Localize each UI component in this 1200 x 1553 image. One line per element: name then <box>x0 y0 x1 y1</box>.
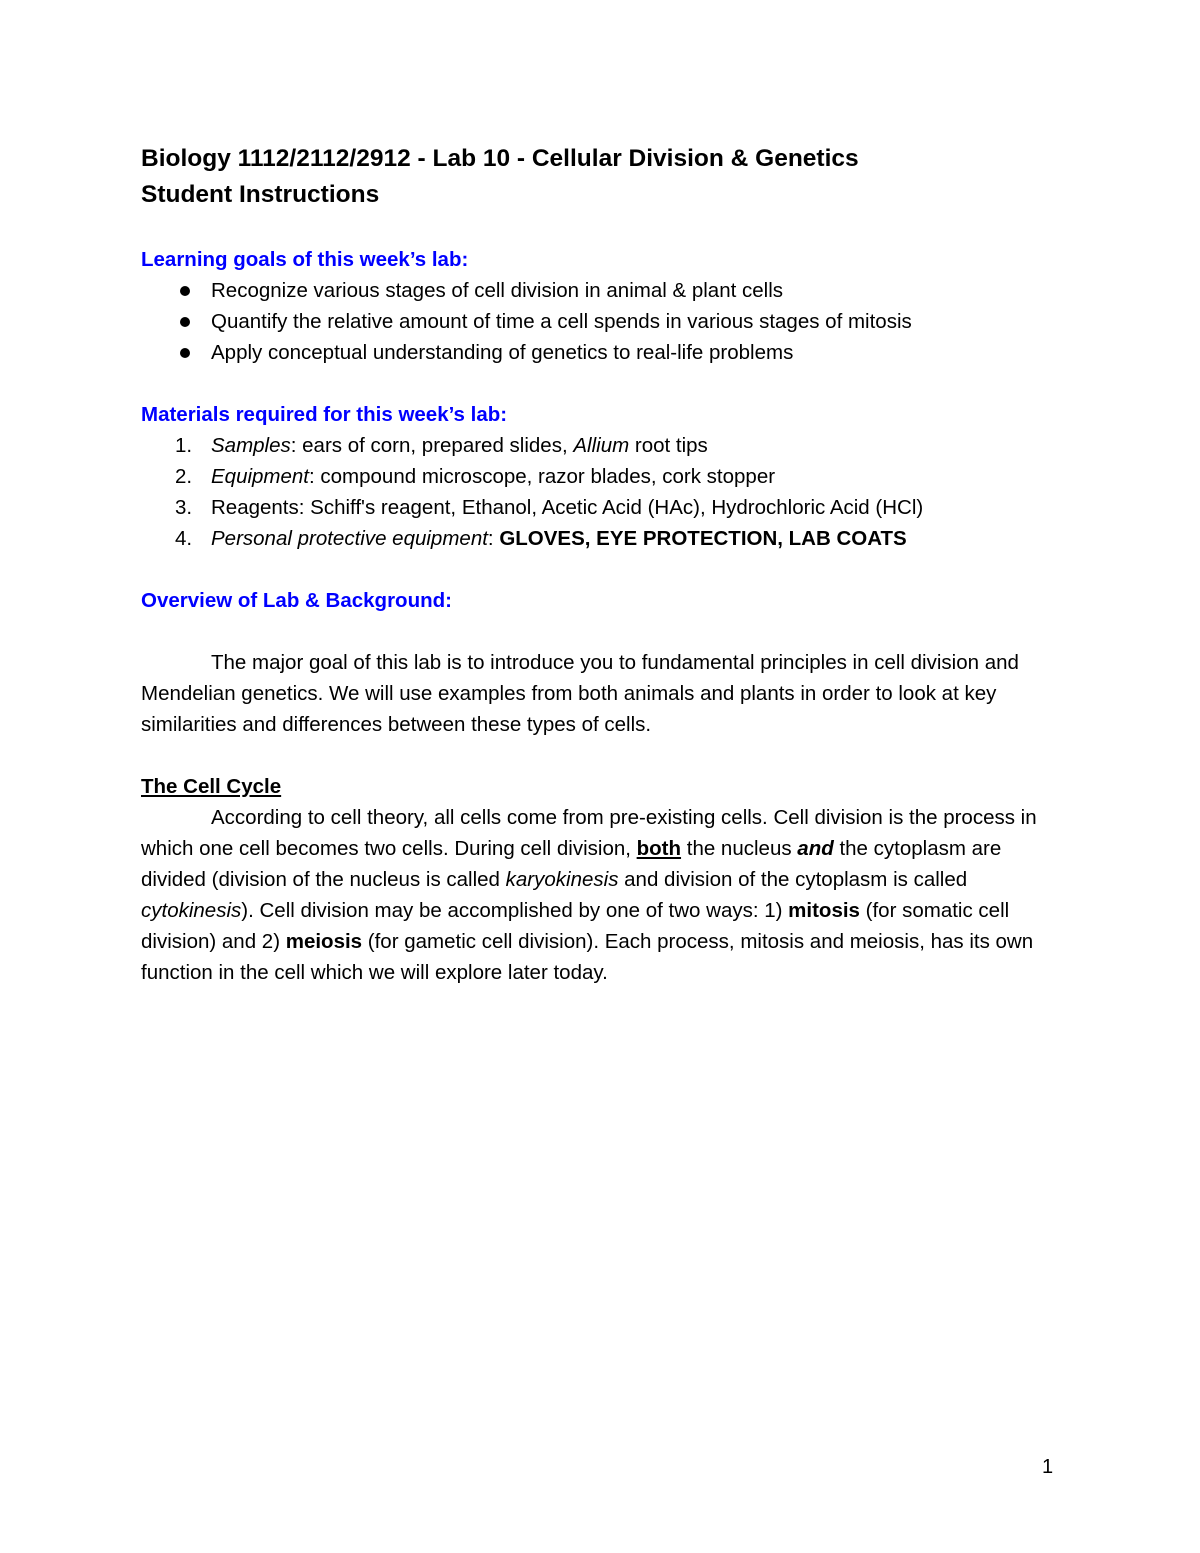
bullet-icon <box>180 286 190 296</box>
materials-heading: Materials required for this week’s lab: <box>141 403 508 426</box>
list-number: 4. <box>175 527 193 550</box>
item-text: root tips <box>629 434 708 457</box>
learning-goals-list <box>141 275 1061 368</box>
paragraph-text: According to cell theory, all cells come from pre-existing cells. Cell division is the process in which one cell becomes two cells. During cell division, <box>141 806 1037 860</box>
list-number: 1. <box>175 434 193 457</box>
list-number: 3. <box>175 496 193 519</box>
paragraph-text: (for gametic cell division). Each process, mitosis and meiosis, has its own function in the cell which we will explore later today. <box>141 930 1034 984</box>
item-text: : ears of corn, prepared slides, <box>290 434 574 457</box>
paragraph-text: ). Cell division may be accomplished by one of two ways: 1) <box>241 899 789 922</box>
term-mitosis: mitosis <box>788 899 860 922</box>
list-item <box>141 306 1061 337</box>
bullet-icon <box>180 348 190 358</box>
list-item-text: Quantify the relative amount of time a cell spends in various stages of mitosis <box>211 310 912 333</box>
list-number: 2. <box>175 465 193 488</box>
item-label: Equipment <box>211 465 310 488</box>
overview-paragraph <box>141 647 1061 740</box>
list-item <box>141 430 1061 461</box>
list-item <box>141 337 1061 368</box>
list-item-text: Apply conceptual understanding of genetics to real-life problems <box>211 341 794 364</box>
page-content <box>141 141 1061 988</box>
list-item <box>141 275 1061 306</box>
term-meiosis: meiosis <box>285 930 363 953</box>
learning-goals-heading: Learning goals of this week’s lab: <box>141 248 469 271</box>
item-bold: GLOVES, EYE PROTECTION, LAB COATS <box>499 527 907 550</box>
item-italic: Allium <box>573 434 630 457</box>
paragraph-text: the cytoplasm are divided (division of the nucleus is called <box>141 837 1002 891</box>
page-number: 1 <box>1042 1456 1054 1478</box>
paragraph-text: and division of the cytoplasm is called <box>618 868 968 891</box>
item-text: : <box>487 527 500 550</box>
emphasis-both: both <box>636 837 682 860</box>
item-label: Samples <box>211 434 291 457</box>
paragraph-text: the nucleus <box>681 837 798 860</box>
list-item <box>141 492 1061 523</box>
emphasis-and: and <box>797 837 834 860</box>
cell-cycle-heading: The Cell Cycle <box>141 775 282 798</box>
list-item-text: Recognize various stages of cell division in animal & plant cells <box>211 279 784 302</box>
overview-heading: Overview of Lab & Background: <box>141 589 452 612</box>
paragraph-text: (for somatic cell division) and 2) <box>141 899 1010 953</box>
title-line-2: Student Instructions <box>141 181 380 208</box>
materials-list <box>141 430 1061 554</box>
paragraph-text: The major goal of this lab is to introduce you to fundamental principles in cell division and Mendelian genetics. We will use examples from both animals and plants in order to look at key similarities and differences between these types of cells. <box>141 651 1019 736</box>
bullet-icon <box>180 317 190 327</box>
cell-cycle-paragraph <box>141 802 1061 988</box>
item-text: : compound microscope, razor blades, cork stopper <box>309 465 776 488</box>
item-text: Reagents: Schiff's reagent, Ethanol, Acetic Acid (HAc), Hydrochloric Acid (HCl) <box>211 496 924 519</box>
title-line-1: Biology 1112/2112/2912 - Lab 10 - Cellular Division & Genetics <box>141 145 859 172</box>
list-item <box>141 523 1061 554</box>
document-title <box>141 141 1061 213</box>
term-cytokinesis: cytokinesis <box>141 899 242 922</box>
item-label: Personal protective equipment <box>211 527 488 550</box>
term-karyokinesis: karyokinesis <box>505 868 619 891</box>
list-item <box>141 461 1061 492</box>
